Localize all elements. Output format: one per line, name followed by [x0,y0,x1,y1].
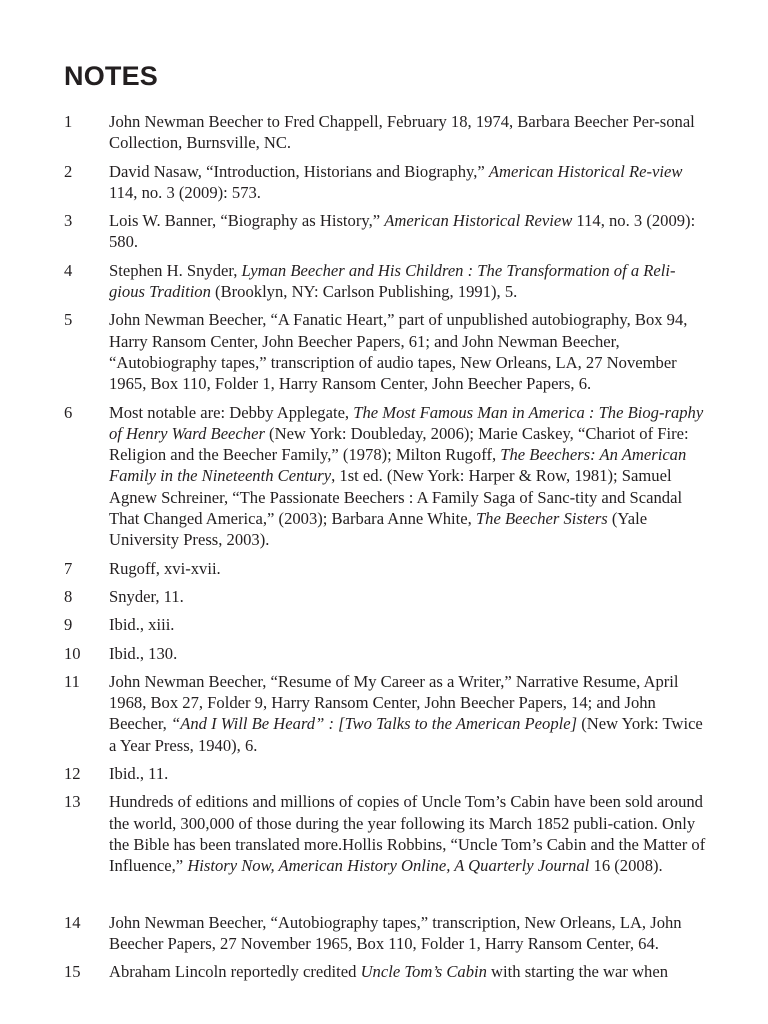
note-text-segment: 114, no. 3 (2009): 580. [109,211,696,252]
note-number: 3 [64,211,73,231]
note-number: 4 [64,260,73,280]
note-text-segment: Ibid., 11. [109,764,169,784]
note-text [109,912,708,955]
note-item [64,111,708,154]
note-title-italic: Lyman Beecher and His Children : The Transformation of a Reli-gious Tradition [109,260,676,302]
note-text [109,402,708,551]
note-text-segment: (Yale University Press, 2003). [109,509,648,550]
note-text [109,210,708,253]
note-text [109,586,708,607]
note-text-segment: John Newman Beecher to Fred Chappell, February 18, 1974, Barbara Beecher Per-sonal Collection, Burnsville, NC. [109,112,695,153]
note-number: 7 [64,558,73,578]
note-item [64,643,708,664]
note-text-segment: John Newman Beecher, “Resume of My Career as a Writer,” Narrative Resume, April 1968, Box 27, Folder 9, Harry Ransom Center, John Beecher Papers, 14; and John Beecher, [109,671,679,734]
note-text-segment: (New York: Twice a Year Press, 1940), 6. [109,714,703,755]
note-item [64,402,708,551]
note-title-italic: The Most Famous Man in America : The Biog-raphy of Henry Ward Beecher [109,402,704,443]
note-text-segment: John Newman Beecher, “A Fanatic Heart,” part of unpublished autobiography, Box 94, Harry Ransom Center, John Beecher Papers, 61; and John Newman Beecher, “Autobiography tapes,” transcription of audio tapes, New Orleans, LA, 27 November 1965, Box 110, Folder 1, Harry Ransom Center, John Beecher Papers, 6. [109,310,688,394]
notes-list [64,111,708,989]
note-item [64,961,708,982]
note-title-italic: The Beechers: An American Family in the Nineteenth Century [109,445,687,486]
note-text [109,671,708,756]
note-number: 5 [64,310,73,330]
note-text-segment: (New York: Doubleday, 2006); Marie Caskey, “Chariot of Fire: Religion and the Beecher Family,” (1978); Milton Rugoff, [109,423,689,465]
note-text-segment: Ibid., xiii. [109,615,175,635]
note-item [64,558,708,579]
note-text [109,763,708,784]
note-text-segment: Rugoff, xvi-xvii. [109,558,221,578]
note-item [64,791,708,876]
note-number: 8 [64,586,73,606]
note-item [64,586,708,607]
note-number: 1 [64,112,73,131]
note-item [64,912,708,955]
note-item [64,260,708,303]
note-number: 11 [64,671,80,691]
note-item [64,161,708,204]
note-item [64,671,708,756]
note-number: 15 [64,962,81,982]
note-text [109,614,708,635]
note-text-segment: Ibid., 130. [109,643,178,663]
note-text [109,161,708,204]
note-title-italic: “And I Will Be Heard” : [Two Talks to the American People] [170,714,578,734]
note-number: 14 [64,912,81,932]
note-number: 10 [64,643,81,663]
note-item [64,210,708,253]
note-title-italic: American Historical Review [384,211,573,231]
note-text-segment: Snyder, 11. [109,586,184,606]
note-text-segment: Abraham Lincoln reportedly credited [109,962,361,982]
page-heading: NOTES [64,61,159,91]
note-item [64,614,708,635]
note-text-segment: Hundreds of editions and millions of copies of Uncle Tom’s Cabin have been sold around the world, 300,000 of those during the year following its March 1852 publi-cation. Only the Bible has been translated more.Hollis Robbins, “Uncle Tom’s Cabin and the Matter of Influence,” [109,792,706,876]
note-text [109,111,708,154]
note-text-segment: , 1st ed. (New York: Harper & Row, 1981); Samuel Agnew Schreiner, “The Passionate Beechers : A Family Saga of Sanc-tity and Scandal That Changed America,” (2003); Barbara Anne White, [109,466,683,529]
note-text-segment: Stephen H. Snyder, [109,260,242,280]
note-title-italic: The Beecher Sisters [475,509,608,529]
note-text [109,643,708,664]
note-text-segment: Most notable are: Debby Applegate, [109,402,354,422]
note-text-segment: 114, no. 3 (2009): 573. [109,182,261,202]
note-text-segment: (Brooklyn, NY: Carlson Publishing, 1991), 5. [210,282,518,302]
note-title-italic: History Now, American History Online, A Quarterly Journal [187,856,590,876]
note-text [109,961,708,982]
note-number: 9 [64,615,73,635]
note-text-segment: 16 (2008). [589,856,663,876]
note-text [109,558,708,579]
note-text-segment: with starting the war when [486,962,669,982]
note-title-italic: Uncle Tom’s Cabin [360,962,487,982]
note-title-italic: American Historical Re-view [488,161,683,181]
note-text [109,260,708,303]
note-text-segment: David Nasaw, “Introduction, Historians and Biography,” [109,161,489,181]
note-text [109,791,708,876]
note-text-segment: Lois W. Banner, “Biography as History,” [109,211,385,231]
note-number: 2 [64,161,73,181]
note-number: 6 [64,402,73,422]
note-text-segment: John Newman Beecher, “Autobiography tapes,” transcription, New Orleans, LA, John Beecher Papers, 27 November 1965, Box 110, Folder 1, Harry Ransom Center, 64. [109,912,682,953]
note-number: 12 [64,764,81,784]
note-number: 13 [64,792,81,812]
note-item [64,763,708,784]
note-text [109,309,708,394]
note-item [64,309,708,394]
